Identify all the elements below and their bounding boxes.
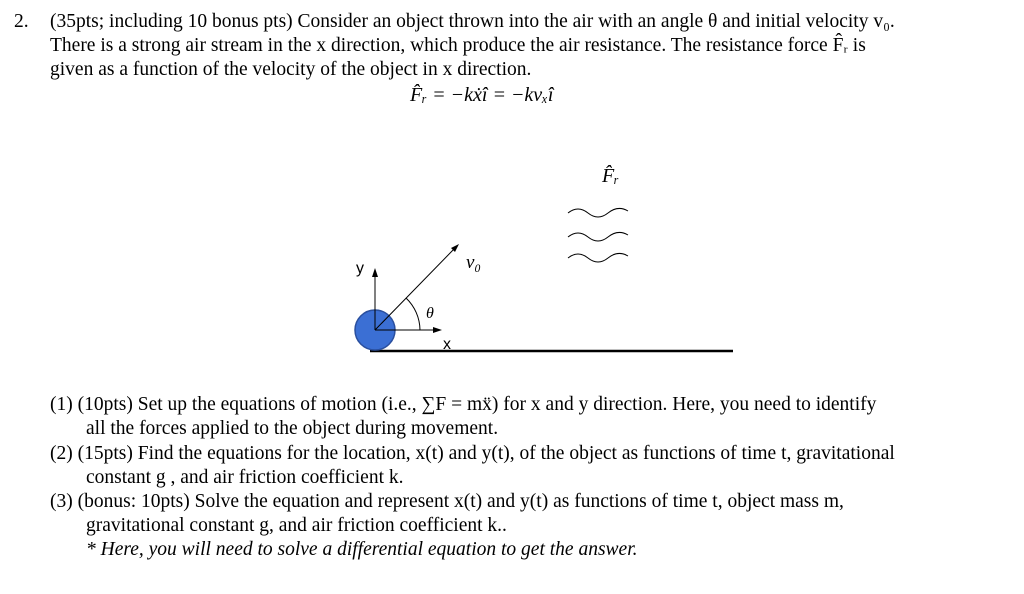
part-1-line-2: all the forces applied to the object during movement. [86,418,499,439]
angle-arc [406,298,420,330]
air-wave-1 [568,208,628,217]
projectile-diagram [330,140,750,370]
question-line-3: given as a function of the velocity of the object in x direction. [50,59,532,80]
y-axis-arrowhead [372,268,378,277]
air-wave-2 [568,232,628,241]
part-3-line-2: gravitational constant g, and air friction coefficient k.. [86,515,507,536]
part-3-line-1: (3) (bonus: 10pts) Solve the equation and represent x(t) and y(t) as functions of time t, object mass m, [50,491,844,512]
x-axis-arrowhead [433,327,442,333]
force-label: F̂ᵣ [602,165,620,187]
part-3-note: * Here, you will need to solve a differential equation to get the answer. [86,539,638,560]
question-line-2: There is a strong air stream in the x direction, which produce the air resistance. The resistance force F̂ᵣ is [50,35,866,56]
y-axis-label: y [356,260,364,277]
question-number: 2. [14,11,29,32]
resistance-force-equation: F̂ᵣ = −kẋî = −kvₓî [410,84,554,106]
velocity-vector [375,248,455,330]
part-2-line-2: constant g , and air friction coefficient k. [86,467,404,488]
velocity-label: v₀ [466,252,482,273]
air-wave-3 [568,253,628,262]
question-line-1: (35pts; including 10 bonus pts) Consider an object thrown into the air with an angle θ and initial velocity v₀. [50,11,895,32]
part-2-line-1: (2) (15pts) Find the equations for the location, x(t) and y(t), of the object as functions of time t, gravitational [50,443,895,464]
part-1-line-1: (1) (10pts) Set up the equations of motion (i.e., ∑F = mẍ) for x and y direction. Here, you need to identify [50,394,877,415]
angle-label: θ [426,305,434,322]
x-axis-label: x [443,336,451,353]
